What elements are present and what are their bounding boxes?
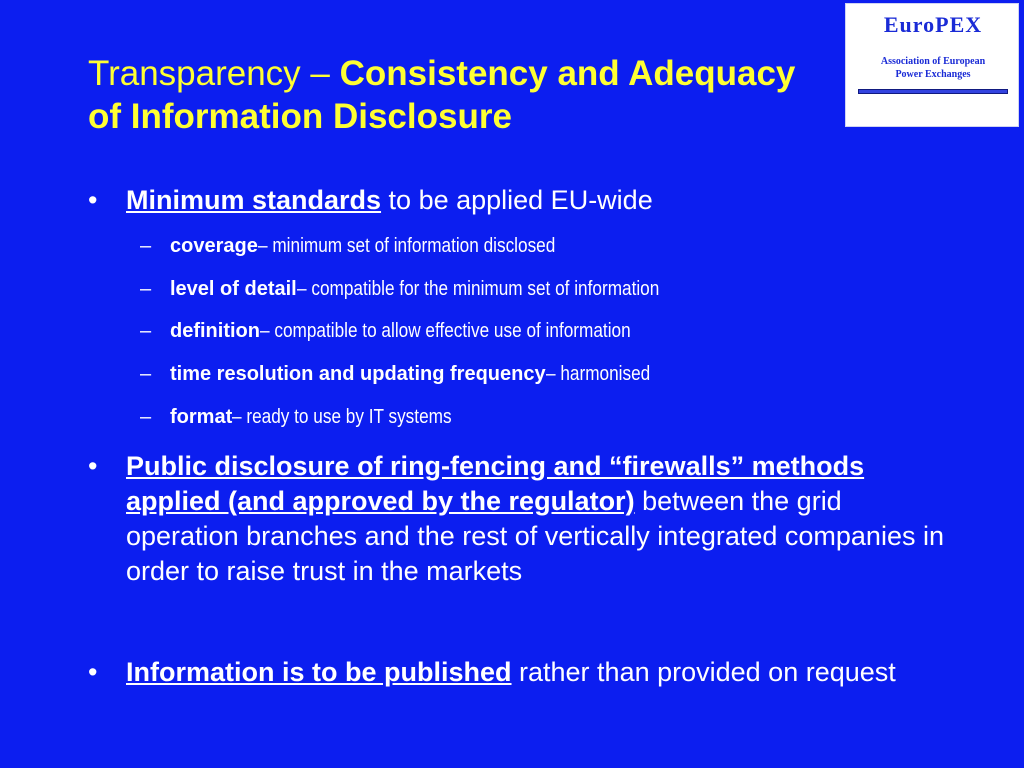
sub-item <box>140 276 940 302</box>
sub-sep: – <box>259 320 275 342</box>
sub-item <box>140 404 940 430</box>
bullet-marker: • <box>88 657 98 687</box>
sub-sep: – <box>232 406 247 428</box>
logo-name: EuroPEX <box>883 12 983 37</box>
sub-marker: – <box>140 320 152 342</box>
bullet-lead: Minimum standards <box>126 185 382 215</box>
sub-desc: compatible to allow effective use of information <box>274 320 631 342</box>
sub-marker: – <box>140 278 152 300</box>
sub-item <box>140 318 940 344</box>
logo-tagline-2: Power Exchanges <box>895 69 971 80</box>
bullet-marker: • <box>88 451 98 481</box>
sub-desc: minimum set of information disclosed <box>272 235 556 257</box>
logo-tagline-1: Association of European <box>880 56 986 67</box>
sub-sep: – <box>257 235 273 257</box>
bullet-item <box>88 183 968 218</box>
title-bold: Consistency and Adequacy of Information Disclosure <box>88 54 796 136</box>
sub-text <box>170 361 940 387</box>
sub-text <box>170 233 940 259</box>
sub-marker: – <box>140 363 152 385</box>
bullet-lead: Public disclosure of ring-fencing and “firewalls” methods applied (and approved by the regulator) <box>126 451 865 516</box>
sub-term: definition <box>170 320 260 342</box>
sub-text <box>170 276 940 302</box>
sub-item <box>140 361 940 387</box>
bullet-marker: • <box>88 185 98 215</box>
bullet-rest: between the grid operation branches and the rest of vertically integrated companies in order to raise trust in the markets <box>126 486 944 586</box>
title-regular: Transparency – <box>88 54 340 93</box>
sub-sep: – <box>296 278 312 300</box>
sub-desc-wrap <box>260 318 631 344</box>
bullet-rest: rather than provided on request <box>511 657 896 687</box>
sub-term: coverage <box>170 235 258 257</box>
sub-desc-wrap <box>258 233 555 259</box>
bullet-lead: Information is to be published <box>126 657 512 687</box>
sub-desc: ready to use by IT systems <box>246 406 452 428</box>
sub-desc-wrap <box>297 276 659 302</box>
bullet-text <box>126 655 948 690</box>
bullet-item <box>88 449 958 589</box>
sub-desc: compatible for the minimum set of information <box>311 278 660 300</box>
sub-text <box>170 404 940 430</box>
sub-item <box>140 233 940 259</box>
sub-term: format <box>170 406 233 428</box>
sub-sep: – <box>545 363 560 385</box>
sub-desc: harmonised <box>559 363 650 385</box>
sub-marker: – <box>140 406 152 428</box>
bullet-text <box>126 183 968 218</box>
sub-marker: – <box>140 235 152 257</box>
sub-desc-wrap <box>546 361 650 387</box>
sub-text <box>170 318 940 344</box>
bullet-text <box>126 449 958 589</box>
bullet-rest: to be applied EU-wide <box>381 185 653 215</box>
bullet-item <box>88 655 948 690</box>
sub-term: level of detail <box>170 278 297 300</box>
sub-desc-wrap <box>232 404 452 430</box>
sub-term: time resolution and updating frequency <box>170 363 546 385</box>
